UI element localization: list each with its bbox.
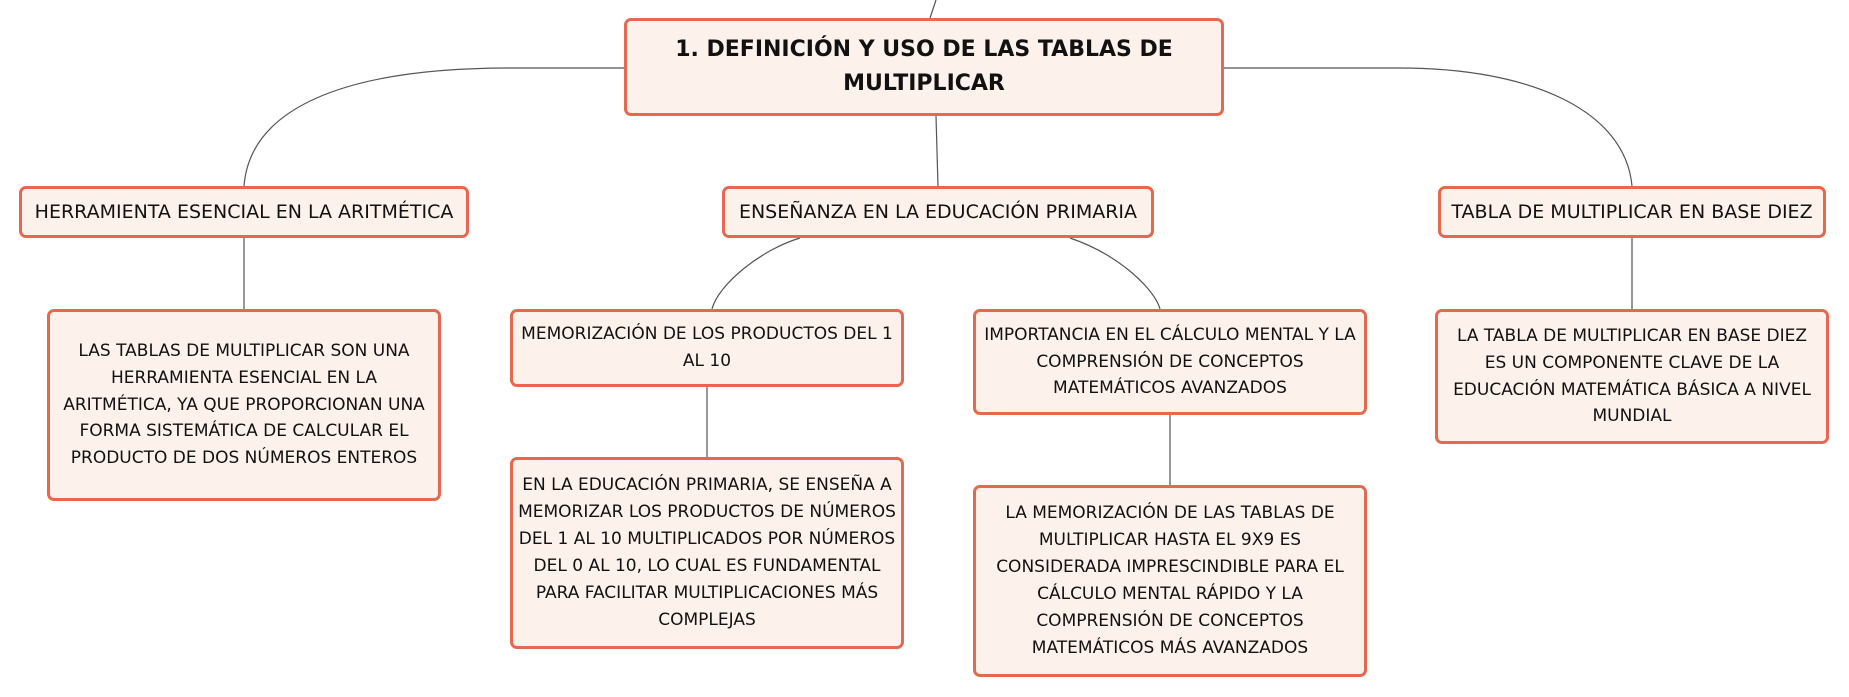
connector-top-stub — [930, 0, 936, 18]
root-topic[interactable] — [624, 18, 1224, 116]
leaf-herramienta-descripcion[interactable] — [47, 309, 441, 501]
leaf-base-diez-descripcion[interactable] — [1435, 309, 1829, 444]
subtopic-memorizacion-label: MEMORIZACIÓN DE LOS PRODUCTOS DEL 1 AL 10 — [521, 324, 893, 371]
topic-herramienta-esencial[interactable] — [19, 186, 469, 238]
subtopic-importancia[interactable] — [973, 309, 1367, 415]
subtopic-memorizacion[interactable] — [510, 309, 904, 387]
subtopic-importancia-label: IMPORTANCIA EN EL CÁLCULO MENTAL Y LA COMPRENSIÓN DE CONCEPTOS MATEMÁTICOS AVANZADOS — [984, 324, 1356, 399]
leaf-importancia-detalle[interactable] — [973, 485, 1367, 677]
connector-root-to-ensenanza — [936, 116, 938, 186]
connector-root-to-herramienta — [244, 68, 624, 186]
topic-base-diez-label: TABLA DE MULTIPLICAR EN BASE DIEZ — [1451, 200, 1813, 223]
leaf-memorizacion-detalle[interactable] — [510, 457, 904, 649]
topic-ensenanza-primaria[interactable] — [722, 186, 1154, 238]
topic-ensenanza-primaria-label: ENSEÑANZA EN LA EDUCACIÓN PRIMARIA — [738, 200, 1138, 223]
leaf-memorizacion-detalle-text: EN LA EDUCACIÓN PRIMARIA, SE ENSEÑA A MEMORIZAR LOS PRODUCTOS DE NÚMEROS DEL 1 AL 10 MULTIPLICADOS POR NÚMEROS DEL 0 AL 10, LO CUAL ES FUNDAMENTAL PARA FACILITAR MULTIPLICACIONES MÁS COMPLEJAS — [518, 475, 896, 630]
leaf-herramienta-descripcion-text: LAS TABLAS DE MULTIPLICAR SON UNA HERRAMIENTA ESENCIAL EN LA ARITMÉTICA, YA QUE PROPORCIONAN UNA FORMA SISTEMÁTICA DE CALCULAR EL PRODUCTO DE DOS NÚMEROS ENTEROS — [63, 340, 425, 469]
connector-ensenanza-to-memorizacion — [712, 238, 800, 309]
topic-base-diez[interactable] — [1438, 186, 1826, 238]
topic-herramienta-esencial-label: HERRAMIENTA ESENCIAL EN LA ARITMÉTICA — [34, 200, 454, 223]
connector-root-to-base-diez — [1224, 68, 1632, 186]
leaf-importancia-detalle-text: LA MEMORIZACIÓN DE LAS TABLAS DE MULTIPLICAR HASTA EL 9X9 ES CONSIDERADA IMPRESCINDIBLE PARA EL CÁLCULO MENTAL RÁPIDO Y LA COMPRENSIÓN DE CONCEPTOS MATEMÁTICOS MÁS AVANZADOS — [996, 503, 1344, 658]
root-topic-label: 1. DEFINICIÓN Y USO DE LAS TABLAS DE MULTIPLICAR — [675, 36, 1173, 96]
connector-ensenanza-to-importancia — [1070, 238, 1160, 309]
leaf-base-diez-descripcion-text: LA TABLA DE MULTIPLICAR EN BASE DIEZ ES UN COMPONENTE CLAVE DE LA EDUCACIÓN MATEMÁTICA BÁSICA A NIVEL MUNDIAL — [1453, 325, 1811, 427]
